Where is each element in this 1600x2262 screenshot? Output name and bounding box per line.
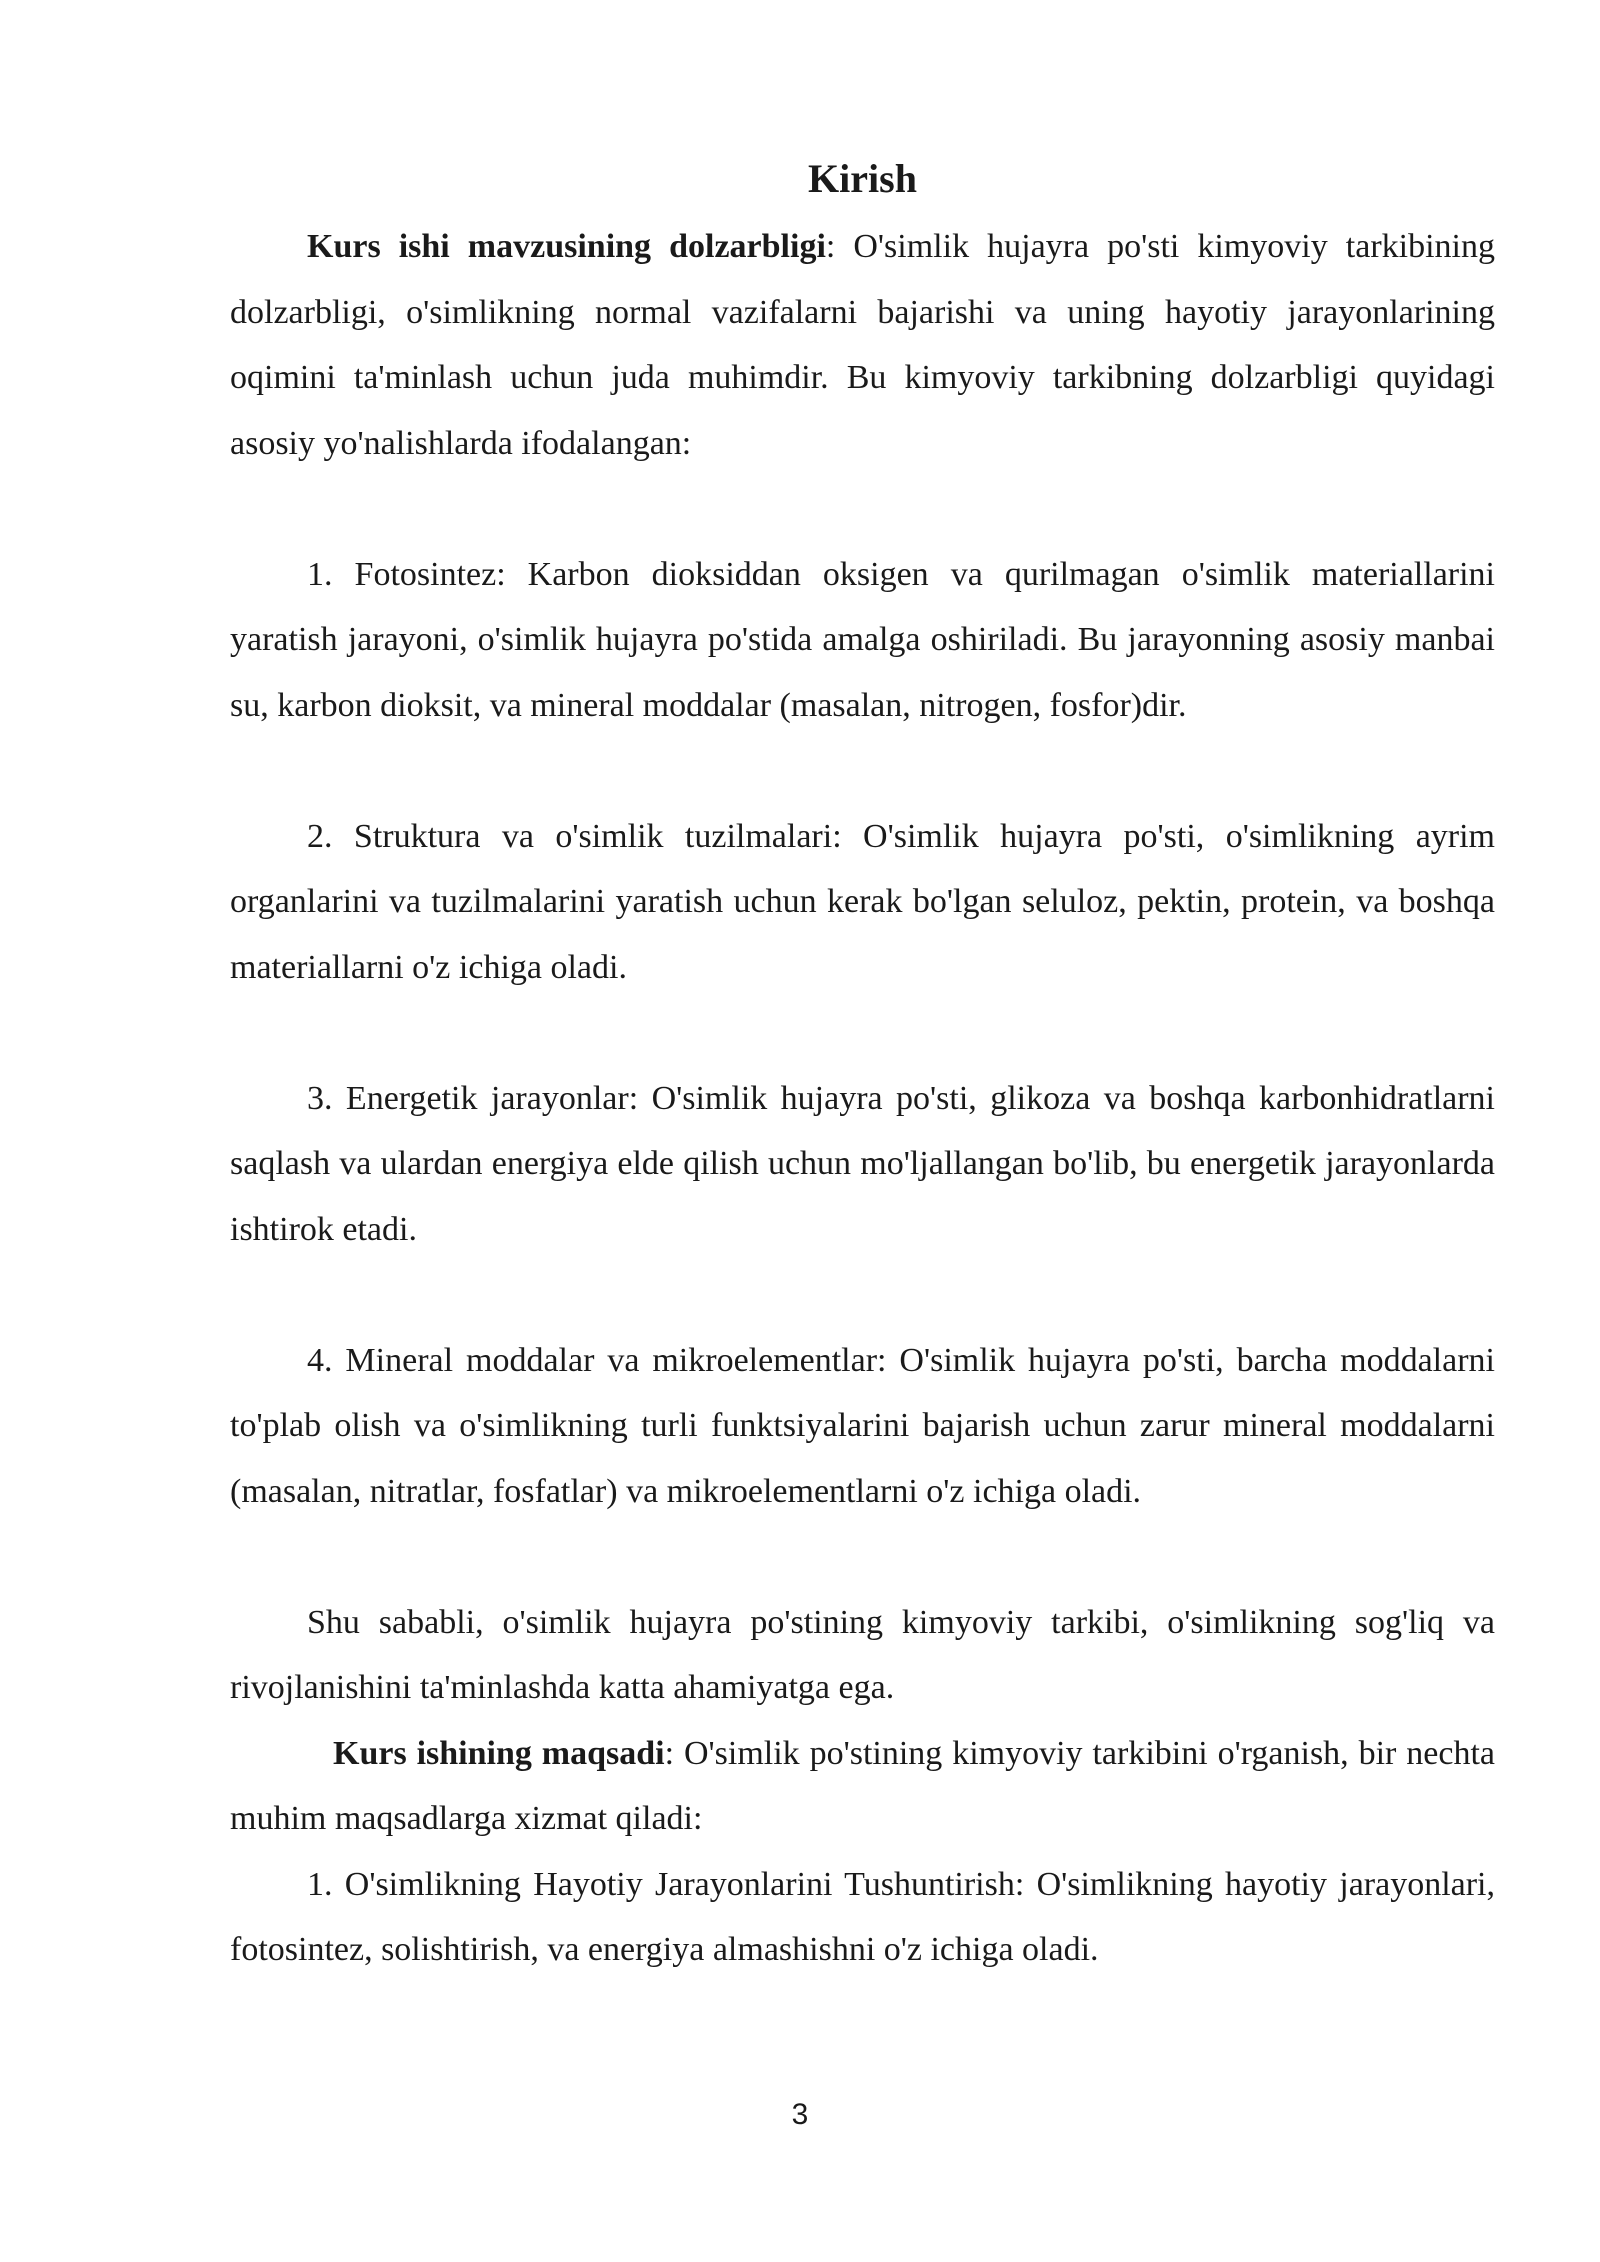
- page-number: 3: [791, 2098, 809, 2131]
- list-item-struktura: 2. Struktura va o'simlik tuzilmalari: O'simlik hujayra po'sti, o'simlikning ayrim organlarini va tuzilmalarini yaratish uchun kerak bo'lgan seluloz, pektin, protein, va boshqa materiallarni o'z ichiga oladi.: [230, 817, 1495, 986]
- purpose-paragraph: [230, 1721, 1495, 1852]
- page-content: [230, 148, 1495, 1983]
- paragraph-gap: [230, 1524, 1495, 1590]
- list-item-mineral: 4. Mineral moddalar va mikroelementlar: O'simlik hujayra po'sti, barcha moddalarni to'plab olish va o'simlikning turli funktsiyalarini bajarish uchun zarur mineral moddalarni (masalan, nitratlar, fosfatlar) va mikroelementlarni o'z ichiga oladi.: [230, 1341, 1495, 1510]
- purpose-text: : O'simlik po'stining kimyoviy tarkibini o'rganish, bir nechta muhim maqsadlarga xizmat qiladi:: [230, 1734, 1495, 1837]
- paragraph-gap: [230, 738, 1495, 804]
- purpose-list-item: 1. O'simlikning Hayotiy Jarayonlarini Tushuntirish: O'simlikning hayotiy jarayonlari, fotosintez, solishtirish, va energiya almashishni o'z ichiga oladi.: [230, 1865, 1495, 1968]
- purpose-lead: Kurs ishining maqsadi: [333, 1734, 665, 1772]
- page-title: Kirish: [808, 156, 917, 201]
- intro-text: : O'simlik hujayra po'sti kimyoviy tarkibining dolzarbligi, o'simlikning normal vazifalarni bajarishi va uning hayotiy jarayonlarining oqimini ta'minlash uchun juda muhimdir. Bu kimyoviy tarkibning dolzarbligi quyidagi asosiy yo'nalishlarda ifodalangan:: [230, 228, 1495, 462]
- list-item-energetik: 3. Energetik jarayonlar: O'simlik hujayra po'sti, glikoza va boshqa karbonhidratlarni saqlash va ulardan energiya elde qilish uchun mo'ljallangan bo'lib, bu energetik jarayonlarda ishtirok etadi.: [230, 1079, 1495, 1248]
- conclusion-paragraph: Shu sababli, o'simlik hujayra po'stining kimyoviy tarkibi, o'simlikning sog'liq va rivojlanishini ta'minlashda katta ahamiyatga ega.: [230, 1603, 1495, 1706]
- intro-paragraph: [230, 214, 1495, 476]
- paragraph-gap: [230, 476, 1495, 542]
- intro-lead: Kurs ishi mavzusining dolzarbligi: [307, 228, 826, 265]
- list-item-fotosintez: 1. Fotosintez: Karbon dioksiddan oksigen va qurilmagan o'simlik materiallarini yaratish jarayoni, o'simlik hujayra po'stida amalga oshiriladi. Bu jarayonning asosiy manbai su, karbon dioksit, va mineral moddalar (masalan, nitrogen, fosfor)dir.: [230, 555, 1495, 724]
- paragraph-gap: [230, 1262, 1495, 1328]
- paragraph-gap: [230, 1000, 1495, 1066]
